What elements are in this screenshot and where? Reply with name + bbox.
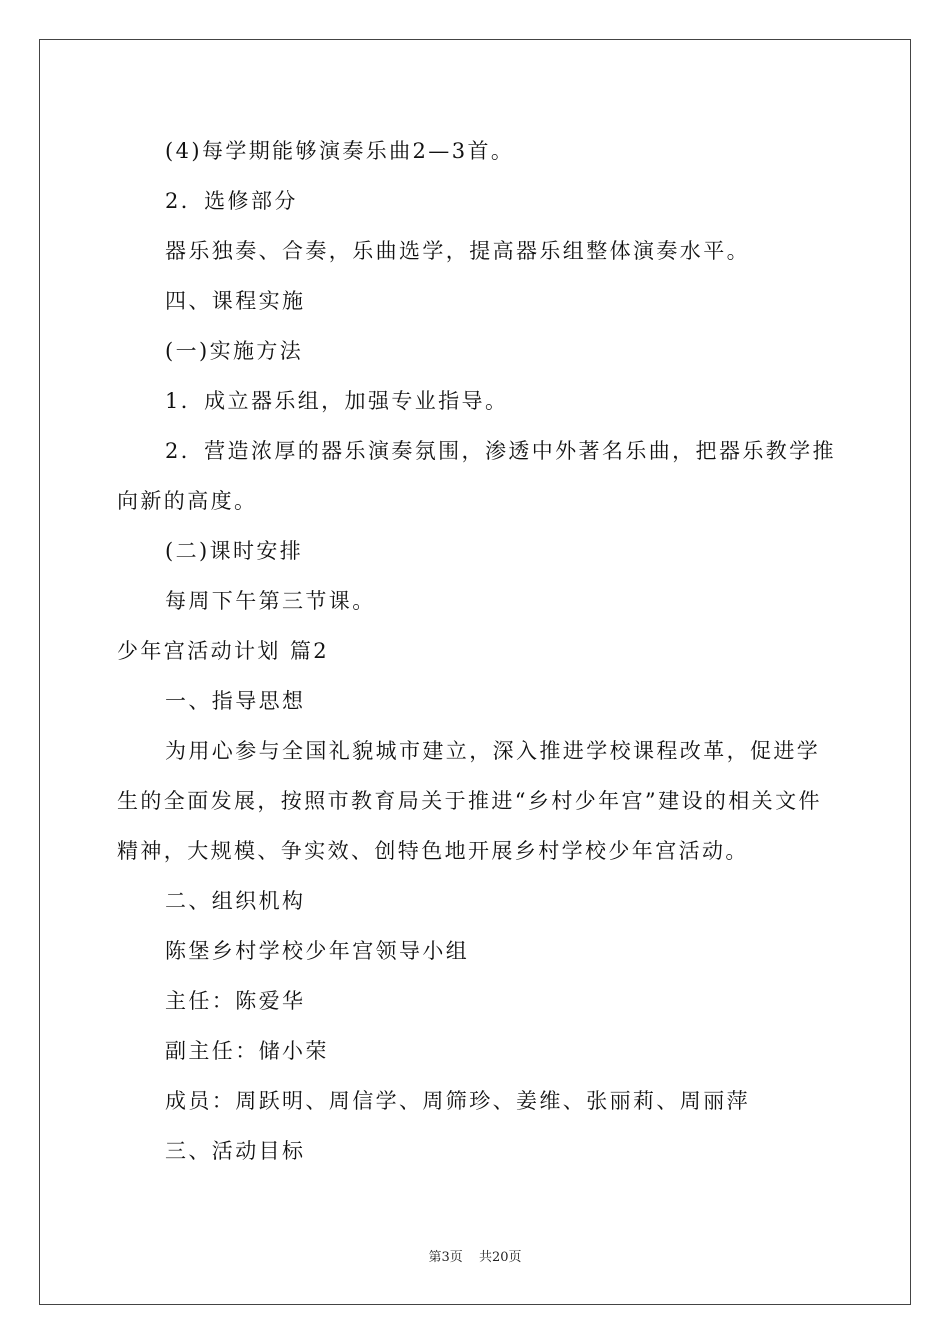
page-footer (0, 1246, 950, 1265)
paragraph: 陈堡乡村学校少年宫领导小组 (165, 939, 470, 963)
paragraph: 为用心参与全国礼貌城市建立，深入推进学校课程改革，促进学生的全面发展，按照市教育局关于推进“乡村少年宫”建设的相关文件精神，大规模、争实效、创特色地开展乡村学校少年宫活动。 (117, 739, 822, 863)
page-total: 共20页 (478, 1250, 522, 1265)
section-heading: 一、指导思想 (165, 689, 306, 713)
article-title: 少年宫活动计划 篇2 (117, 639, 330, 663)
section-heading: 四、课程实施 (165, 289, 306, 313)
section-heading: 三、活动目标 (165, 1139, 306, 1163)
paragraph: 副主任：储小荣 (165, 1039, 329, 1063)
paragraph: 1．成立器乐组，加强专业指导。 (165, 389, 509, 413)
paragraph: 主任：陈爱华 (165, 989, 306, 1013)
paragraph: (4)每学期能够演奏乐曲2—3首。 (165, 139, 515, 163)
subsection-heading: (一)实施方法 (165, 339, 304, 363)
page-number: 第3页 (428, 1250, 463, 1265)
document-body (117, 126, 837, 1176)
paragraph: 2．营造浓厚的器乐演奏氛围，渗透中外著名乐曲，把器乐教学推向新的高度。 (117, 439, 836, 513)
paragraph: 器乐独奏、合奏，乐曲选学，提高器乐组整体演奏水平。 (165, 239, 750, 263)
paragraph: 成员：周跃明、周信学、周筛珍、姜维、张丽莉、周丽萍 (165, 1089, 750, 1113)
section-heading: 二、组织机构 (165, 889, 306, 913)
paragraph: 每周下午第三节课。 (165, 589, 376, 613)
subsection-heading: (二)课时安排 (165, 539, 304, 563)
paragraph: 2．选修部分 (165, 189, 298, 213)
